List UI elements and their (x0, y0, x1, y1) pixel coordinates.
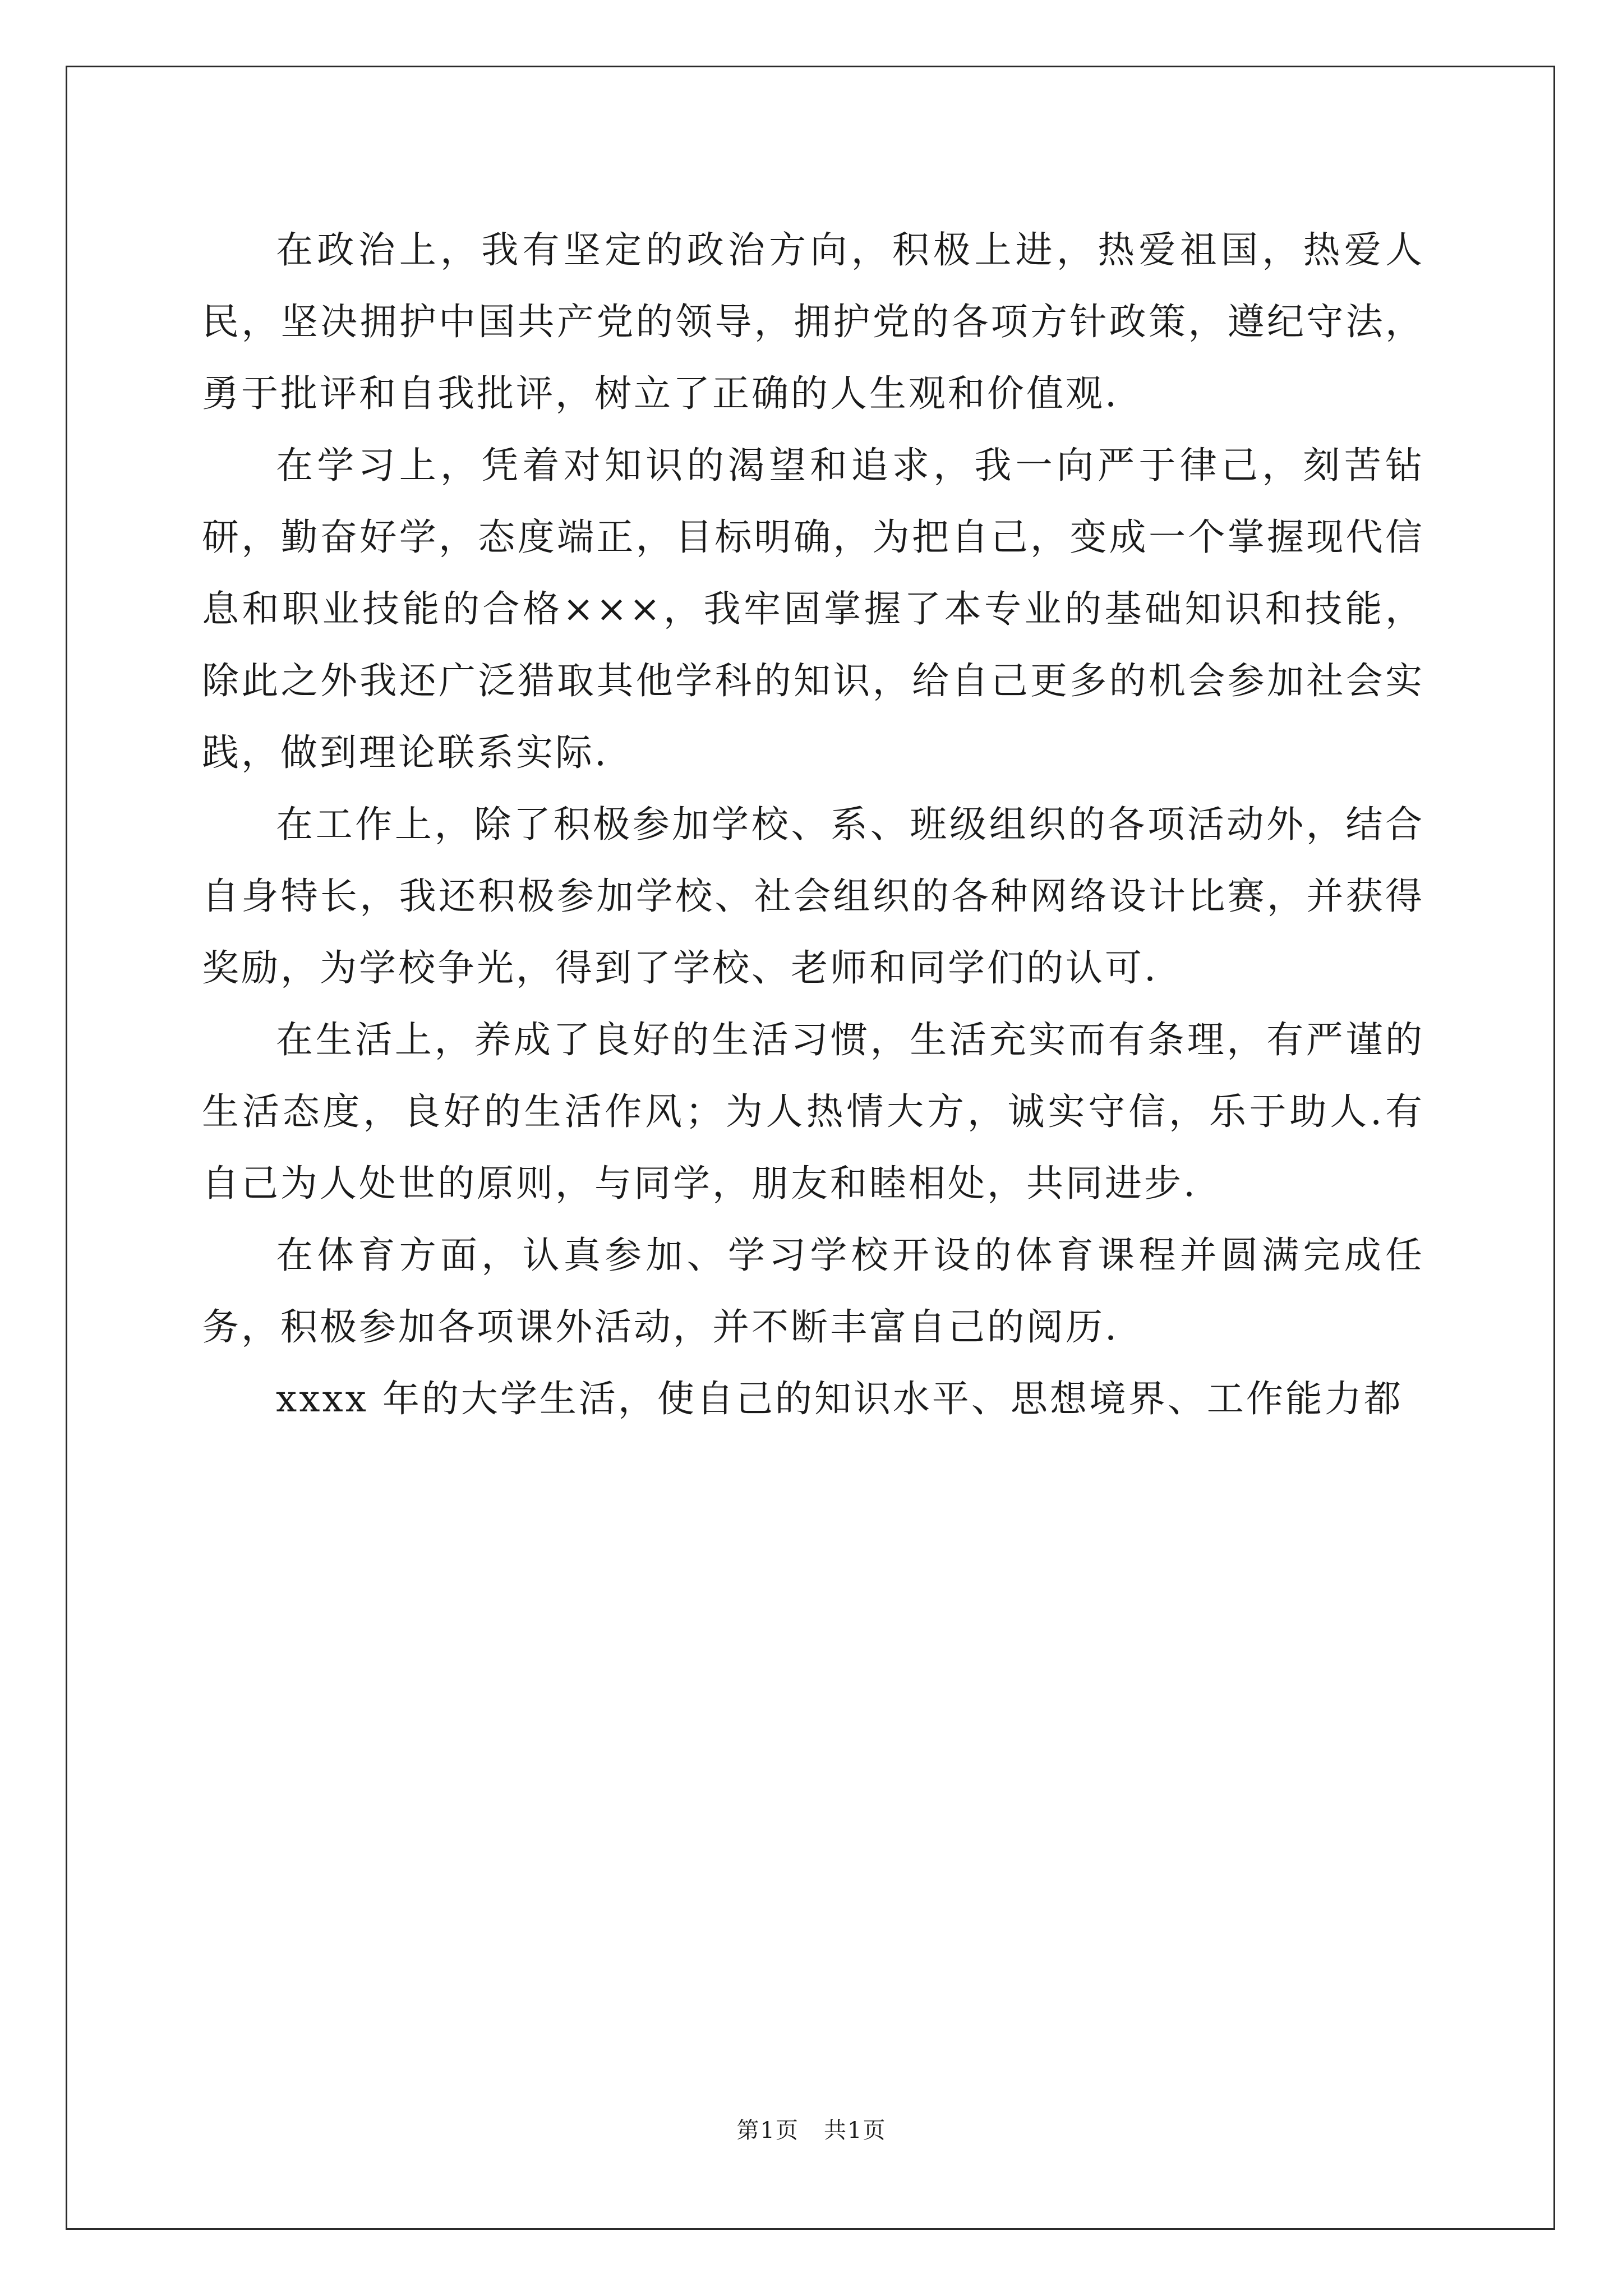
paragraph-university-summary: xxxx 年的大学生活，使自己的知识水平、思想境界、工作能力都 (276, 1377, 1403, 1420)
page-total: 共1页 (824, 2118, 887, 2143)
page-footer (0, 2115, 1623, 2146)
paragraph-life: 在生活上，养成了良好的生活习惯，生活充实而有条理，有严谨的生活态度，良好的生活作风；为人热情大方，诚实守信，乐于助人.有自己为人处世的原则，与同学，朋友和睦相处，共同进步. (202, 1018, 1424, 1205)
document-body (202, 214, 1424, 1435)
page-number: 第1页 (736, 2118, 799, 2143)
paragraph-politics: 在政治上，我有坚定的政治方向，积极上进，热爱祖国，热爱人民，坚决拥护中国共产党的领导，拥护党的各项方针政策，遵纪守法，勇于批评和自我批评，树立了正确的人生观和价值观. (202, 228, 1424, 415)
paragraph-study: 在学习上，凭着对知识的渴望和追求，我一向严于律己，刻苦钻研，勤奋好学，态度端正，目标明确，为把自己，变成一个掌握现代信息和职业技能的合格×××，我牢固掌握了本专业的基础知识和技能，除此之外我还广泛猎取其他学科的知识，给自己更多的机会参加社会实践，做到理论联系实际. (202, 444, 1424, 774)
paragraph-sports: 在体育方面，认真参加、学习学校开设的体育课程并圆满完成任务，积极参加各项课外活动，并不断丰富自己的阅历. (202, 1234, 1424, 1349)
paragraph-work: 在工作上，除了积极参加学校、系、班级组织的各项活动外，结合自身特长，我还积极参加学校、社会组织的各种网络设计比赛，并获得奖励，为学校争光，得到了学校、老师和同学们的认可. (202, 803, 1424, 990)
